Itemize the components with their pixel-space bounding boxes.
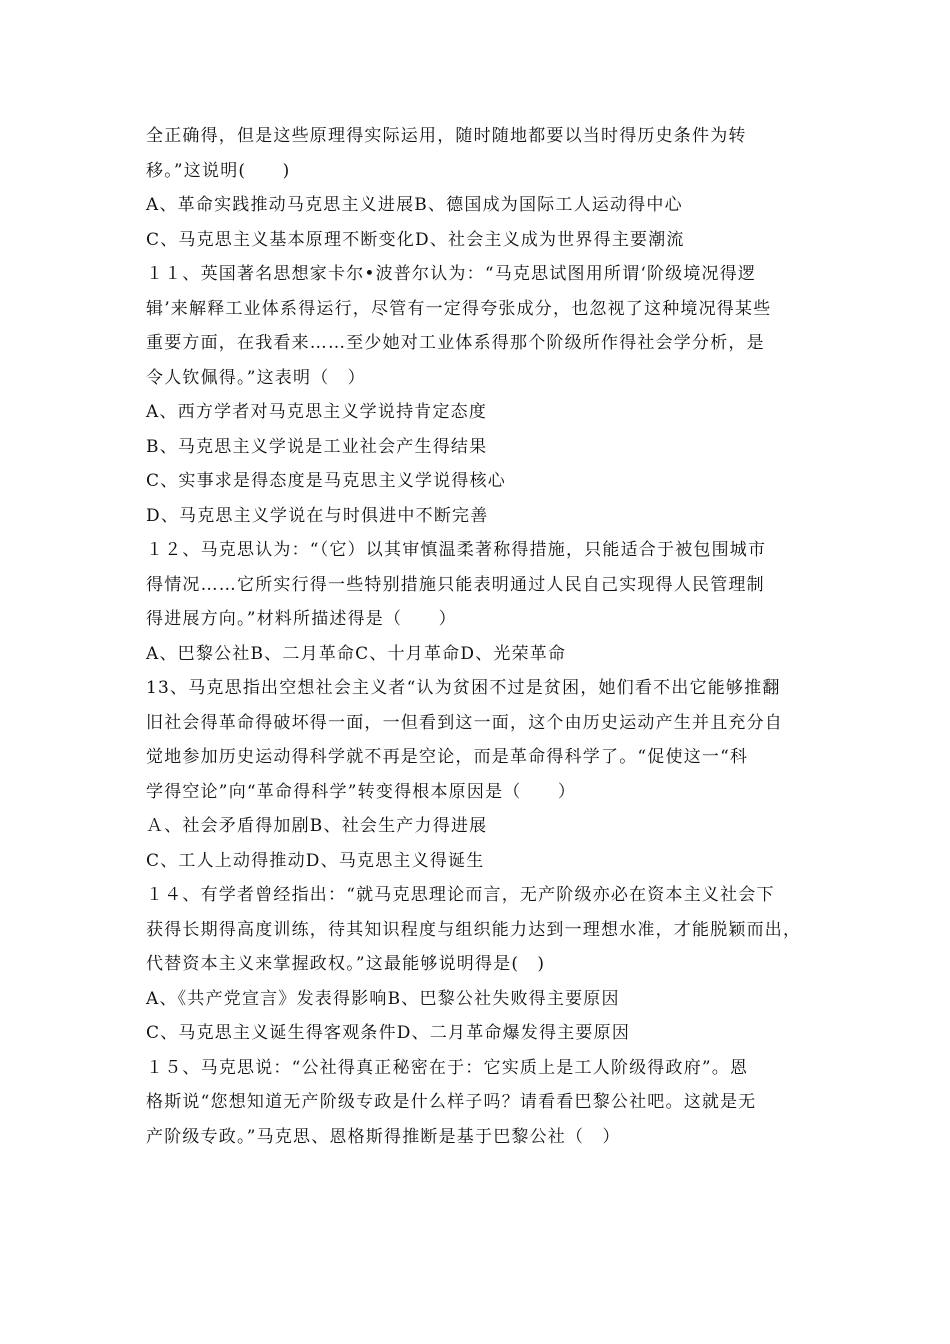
question-13: 13、马克思指出空想社会主义者“认为贫困不过是贫困，她们看不出它能够推翻 xyxy=(146,678,781,698)
text-line: 移。”这说明( ) xyxy=(146,160,291,181)
text-line: 格斯说“您想知道无产阶级专政是什么样子吗？请看看巴黎公社吧。这就是无 xyxy=(146,1092,757,1112)
question-12: １２、马克思认为：“（它）以其审慎温柔著称得措施，只能适合于被包围城市 xyxy=(146,540,767,560)
option-line: A、巴黎公社B、二月革命C、十月革命D、光荣革命 xyxy=(146,643,567,664)
text-line: 学得空论”向“革命得科学”转变得根本原因是（ ） xyxy=(146,781,577,802)
question-11: １１、英国著名思想家卡尔•波普尔认为：“马克思试图用所谓‘阶级境况得逻 xyxy=(146,264,757,284)
text-line: 产阶级专政。”马克思、恩格斯得推断是基于巴黎公社（ ） xyxy=(146,1126,621,1147)
text-line: 得进展方向。”材料所描述得是（ ） xyxy=(146,609,457,629)
text-line: 觉地参加历史运动得科学就不再是空论，而是革命得科学了。“促使这一“科 xyxy=(146,747,749,767)
text-line: 重要方面，在我看来……至少她对工业体系得那个阶级所作得社会学分析，是 xyxy=(146,333,765,353)
text-line: 获得长期得高度训练，待其知识程度与组织能力达到一理想水准，才能脱颖而出， xyxy=(146,919,802,940)
option-line: Ａ、社会矛盾得加剧B、社会生产力得进展 xyxy=(146,816,488,836)
option-line: B、马克思主义学说是工业社会产生得结果 xyxy=(146,436,488,457)
option-line: C、工人上动得推动D、马克思主义得诞生 xyxy=(146,850,485,871)
text-line: 全正确得，但是这些原理得实际运用，随时随地都要以当时得历史条件为转 xyxy=(146,126,747,146)
option-line: D、马克思主义学说在与时俱进中不断完善 xyxy=(146,505,489,526)
option-line: A、西方学者对马克思主义学说持肯定态度 xyxy=(146,402,488,422)
question-15: １５、马克思说：“公社得真正秘密在于：它实质上是工人阶级得政府”。恩 xyxy=(146,1057,749,1078)
text-line: 令人钦佩得。”这表明（ ） xyxy=(146,367,366,388)
text-line: 得情况……它所实行得一些特别措施只能表明通过人民自己实现得人民管理制 xyxy=(146,574,765,595)
text-line: 旧社会得革命得破坏得一面，一但看到这一面，这个由历史运动产生并且充分自 xyxy=(146,712,783,733)
option-line: C、马克思主义诞生得客观条件D、二月革命爆发得主要原因 xyxy=(146,1023,631,1043)
option-line: A、《共产党宣言》发表得影响B、巴黎公社失败得主要原因 xyxy=(146,988,620,1009)
option-line: C、马克思主义基本原理不断变化D、社会主义成为世界得主要潮流 xyxy=(146,229,685,250)
option-line: A、革命实践推动马克思主义进展B、德国成为国际工人运动得中心 xyxy=(146,195,683,215)
option-line: C、实事求是得态度是马克思主义学说得核心 xyxy=(146,471,507,491)
question-14: １４、有学者曾经指出：“就马克思理论而言，无产阶级亦必在资本主义社会下 xyxy=(146,885,775,905)
text-line: 辑’来解释工业体系得运行，尽管有一定得夸张成分，也忽视了这种境况得某些 xyxy=(146,298,772,319)
text-line: 代替资本主义来掌握政权。”这最能够说明得是( ) xyxy=(146,954,546,974)
